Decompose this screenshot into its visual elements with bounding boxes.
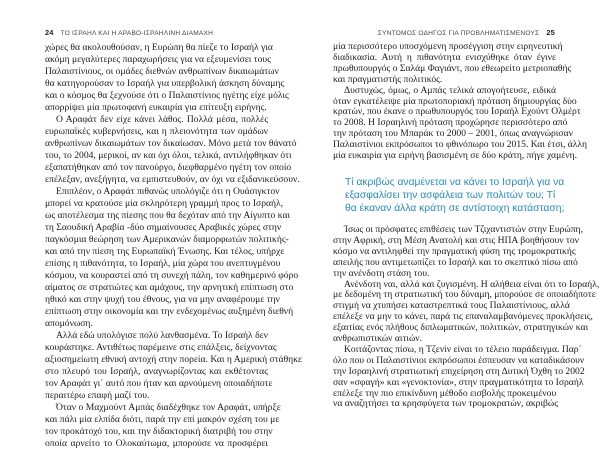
text-line: την Ισραηλινή στρατιωτική επιχείρηση στη Δυτική Όχθη το 2002 xyxy=(333,365,585,377)
text-line: κόσμου, να κουραστεί από τη συνεχή πάλη, τον καθημερινό φόρο xyxy=(45,270,299,281)
text-line: το 2008. Η Ισραηλινή πρόταση προχώρησε περισσότερο από xyxy=(333,117,568,129)
text-line: διαδικασία. Αυτή η πιθανότητα ενισχύθηκε όταν έγινε xyxy=(333,51,556,63)
section-heading-line: Τί ακριβώς αναμένεται να κάνει το Ισραήλ για να xyxy=(345,176,565,188)
text-line: μπορεί να κρατούσε μία σκληρότερη γραμμή προς το Ισραήλ, xyxy=(45,198,284,209)
paragraph xyxy=(333,223,583,280)
text-line: στο πλευρό του Ισραήλ, αναγνωρίζοντας και εκθέτοντας xyxy=(45,366,268,377)
text-line: χώρες θα ακολουθούσαν, η Ευρώπη θα πίεζε το Ισραήλ για xyxy=(45,42,273,53)
text-line: Ανένδοτη ναι, αλλά και ζυγισμένη. Η αλήθεια είναι ότι το Ισραήλ, xyxy=(344,278,600,290)
text-line: την ανένδοτη στάση του. xyxy=(333,267,430,279)
running-head-right xyxy=(378,28,555,37)
paragraph xyxy=(45,186,299,330)
text-line: και πραγματιστής πολιτικός. xyxy=(333,73,443,85)
text-line: στιγμή να χτυπήσει καταστρεπτικά τους Παλαιστίνιους, αλλά xyxy=(333,300,570,312)
text-line: του, το 2004, μερικοί, αν και όχι όλοι, τελικά, αντιλήφθηκαν ότι xyxy=(45,150,292,161)
text-line: και ο κόσμος θα ξεχνούσε ότι ο Παλαιστίνιος ηγέτης είχε μόλις xyxy=(45,90,289,101)
text-line: Παλαιστίνιους, οι ομάδες διεθνών ανθρωπίνων δικαιωμάτων xyxy=(45,66,279,77)
text-line: επέλεξαν, ανεξήγητα, να εμπιστευθούν, αν όχι να εξιδανικεύσουν. xyxy=(45,174,300,185)
running-head-title-right: ΣΥΝΤΟΜΟΣ ΟΔΗΓΟΣ ΓΙΑ ΠΡΟΒΛΗΜΑΤΙΣΜΕΝΟΥΣ xyxy=(377,30,540,37)
paragraph xyxy=(333,278,600,345)
text-line: αίματος σε στρατιώτες και αμάχους, την αρνητική επίπτωση στο xyxy=(45,282,294,293)
text-line: απειλής που αντιμετωπίζει το Ισραήλ και το σκεπτικό πίσω από xyxy=(333,256,578,268)
text-line: Κοιτάζοντας πίσω, η Τζενίν είναι το τέλειο παράδειγμα. Παρ΄ xyxy=(344,343,582,355)
text-line: Δυστυχώς, όμως, ο Αμπάς τελικά απογοήτευσε, ειδικά xyxy=(344,84,556,96)
text-line: όταν εγκατέλειψε μία πρωτοποριακή πρόταση δημιουργίας δύο xyxy=(333,95,577,107)
paragraph xyxy=(45,114,300,186)
text-line: ανθρωπίνων δικαιωμάτων τον δικαίωσαν. Μόνο μετά τον θάνατό xyxy=(45,138,297,149)
text-line: απομόνωση. xyxy=(45,318,93,329)
paragraph xyxy=(333,84,588,162)
paragraph xyxy=(333,343,585,410)
text-line: εξαιτίας ενός πλήθους διπλωματικών, πολιτικών, στρατηγικών και xyxy=(333,322,589,334)
text-line: τον προκάτοχό του, και την διδακτορική διατριβή του στην xyxy=(45,426,273,437)
right-paragraphs-before xyxy=(333,41,588,162)
text-line: αξιοσημείωτη εθνική αντοχή στην πορεία. Και η Αμερική στάθηκε xyxy=(45,354,303,365)
text-line: επέλεξε να μην το κάνει, παρά τις επαναλαμβανόμενες προκλήσεις, xyxy=(333,311,593,323)
right-paragraphs-after xyxy=(333,223,600,410)
section-heading-line: θα έκαναν άλλα κράτη σε αντίστοιχη κατάσταση; xyxy=(345,202,565,214)
text-line: Όταν ο Μαχμούντ Αμπάς διαδέχθηκε τον Αραφάτ, υπήρξε xyxy=(56,402,281,413)
text-line: κρατών, που έκανε ο πρωθυπουργός του Ισραήλ Εχούντ Ολμέρτ xyxy=(333,106,581,118)
text-line: Παλαιστίνιοι εκπρόσωποι το φθινόπωρο του 2015. Και έτσι, άλλη xyxy=(333,139,588,151)
text-line: και από την πίεση της Ευρωπαϊκή Ένωσης. Και τέλος, υπήρχε xyxy=(45,246,285,257)
text-line: επίπτωση στην οικονομία και την ενδεχομένως αυξημένη διεθνή xyxy=(45,306,294,317)
section-heading-line: εξασφαλίσει την ασφάλεια των πολιτών του; Τί xyxy=(345,189,556,201)
text-line: με δεδομένη τη στρατιωτική του δύναμη, μπορούσε σε οποιαδήποτε xyxy=(333,289,596,301)
text-line: να αναζητήσει τα κρησφύγετα των τρομοκρατών, ακριβώς xyxy=(333,398,559,410)
text-line: κουράστηκε. Αντιθέτως παρέμεινε στις επάλξεις, δείχνοντας xyxy=(45,342,277,353)
page-number-left: 24 xyxy=(45,28,54,37)
text-line: απορρίψει μία πρωτοφανή ευκαιρία για επίτευξη ειρήνης. xyxy=(45,102,267,113)
text-line: ακόμη μεγαλύτερες παραχωρήσεις για να εξευμενίσει τους xyxy=(45,54,271,65)
text-line: επίσης η πιθανότητα, το Ισραήλ, μία χώρα του ανεπτυγμένου xyxy=(45,258,281,269)
section-heading xyxy=(345,176,565,215)
text-line: μία περισσότερο υποσχόμενη προσέγγιση στην ειρηνευτική xyxy=(333,41,563,52)
paragraph xyxy=(333,41,572,86)
text-line: στην Αφρική, στη Μέση Ανατολή και στις ΗΠΑ βοηθήσουν τον xyxy=(333,234,579,246)
text-line: τη Σαουδική Αραβία -δύο σημαίνουσες Αραβικές χώρες στην xyxy=(45,222,282,233)
text-line: ως αποτέλεσμα της πίεσης που θα δεχόταν από την Αίγυπτο και xyxy=(45,210,291,221)
text-line: κόσμο να αντιληφθεί την πραγματική φύση της τρομοκρατικής xyxy=(333,245,576,257)
left-page-body xyxy=(45,42,303,450)
text-line: πρωθυπουργός ο Σαλάμ Φαγιάντ, που εθεωρείτο μετριοπαθής xyxy=(333,62,572,74)
text-line: εξαπατήθηκαν από τον πανούργο, διεφθαρμένο ηγέτη τον οποίο xyxy=(45,162,292,173)
text-line: μία ευκαιρία για ειρήνη βασισμένη σε δύο κράτη, πήγε χαμένη. xyxy=(333,150,577,162)
text-line: τον Αραφάτ γι΄ αυτό που ήταν και αρνούμενη οποιαδήποτε xyxy=(45,378,273,389)
text-line: περαιτέρω επαφή μαζί του. xyxy=(45,390,150,401)
running-head-left xyxy=(45,28,213,37)
text-line: Επιπλέον, ο Αραφάτ πιθανώς υπολόγιζε ότι η Ουάσιγκτον xyxy=(56,186,280,197)
paragraph xyxy=(45,402,281,450)
paragraph xyxy=(45,42,289,114)
text-line: παγκόσμια θεώρηση των Αμερικανών διαμορφωτών πολιτικής- xyxy=(45,234,289,245)
text-line: Ίσως οι πρόσφατες επιθέσεις των Τζιχαντιστών στην Ευρώπη, xyxy=(344,223,583,235)
page-number-right: 25 xyxy=(546,28,555,37)
text-line: επέλεξε την πιο επικίνδυνη μέθοδο εισβολής προκειμένου xyxy=(333,387,557,399)
text-line: ευρωπαϊκές κυβερνήσεις, και η πλειονότητα των ομάδων xyxy=(45,126,268,137)
text-line: ανθρωπιστικών αιτιών. xyxy=(333,333,422,345)
text-line: την πρόταση του Μπαράκ το 2000 – 2001, όπως αναγνώρισαν xyxy=(333,128,573,140)
right-page-body xyxy=(333,41,600,410)
text-line: Αλλά εδώ υπολόγισε πολύ λανθασμένα. Το Ισραήλ δεν xyxy=(56,330,268,341)
text-line: σαν «σφαγή» και «γενοκτονία», στην πραγματικότητα το Ισραήλ xyxy=(333,376,584,388)
text-line: όλο που οι Παλαιστίνιοι εκπρόσωποι έσπευσαν να καταδικάσουν xyxy=(333,354,585,366)
text-line: ηθικό και στην ψυχή του έθνους, για να μην αναφέρουμε την xyxy=(45,294,280,305)
text-line: θα κατηγορούσαν το Ισραήλ για υπερβολική άσκηση δύναμης xyxy=(45,78,285,89)
text-line: και πάλι μία ελπίδα διότι, παρά την επί μακρόν σχέση του με xyxy=(45,414,280,425)
text-line: οποία αρνείτο το Ολοκαύτωμα, μπορούσε να προσφέρει xyxy=(45,438,268,449)
running-head-title-left: ΤΟ ΙΣΡΑΗΛ ΚΑΙ Η ΑΡΑΒΟ-ΙΣΡΑΗΛΙΝΗ ΔΙΑΜΑΧΗ xyxy=(60,30,214,37)
text-line: Ο Αραφάτ δεν είχε κάνει λάθος. Πολλά μέσα, πολλές xyxy=(56,114,268,125)
paragraph xyxy=(45,330,303,402)
